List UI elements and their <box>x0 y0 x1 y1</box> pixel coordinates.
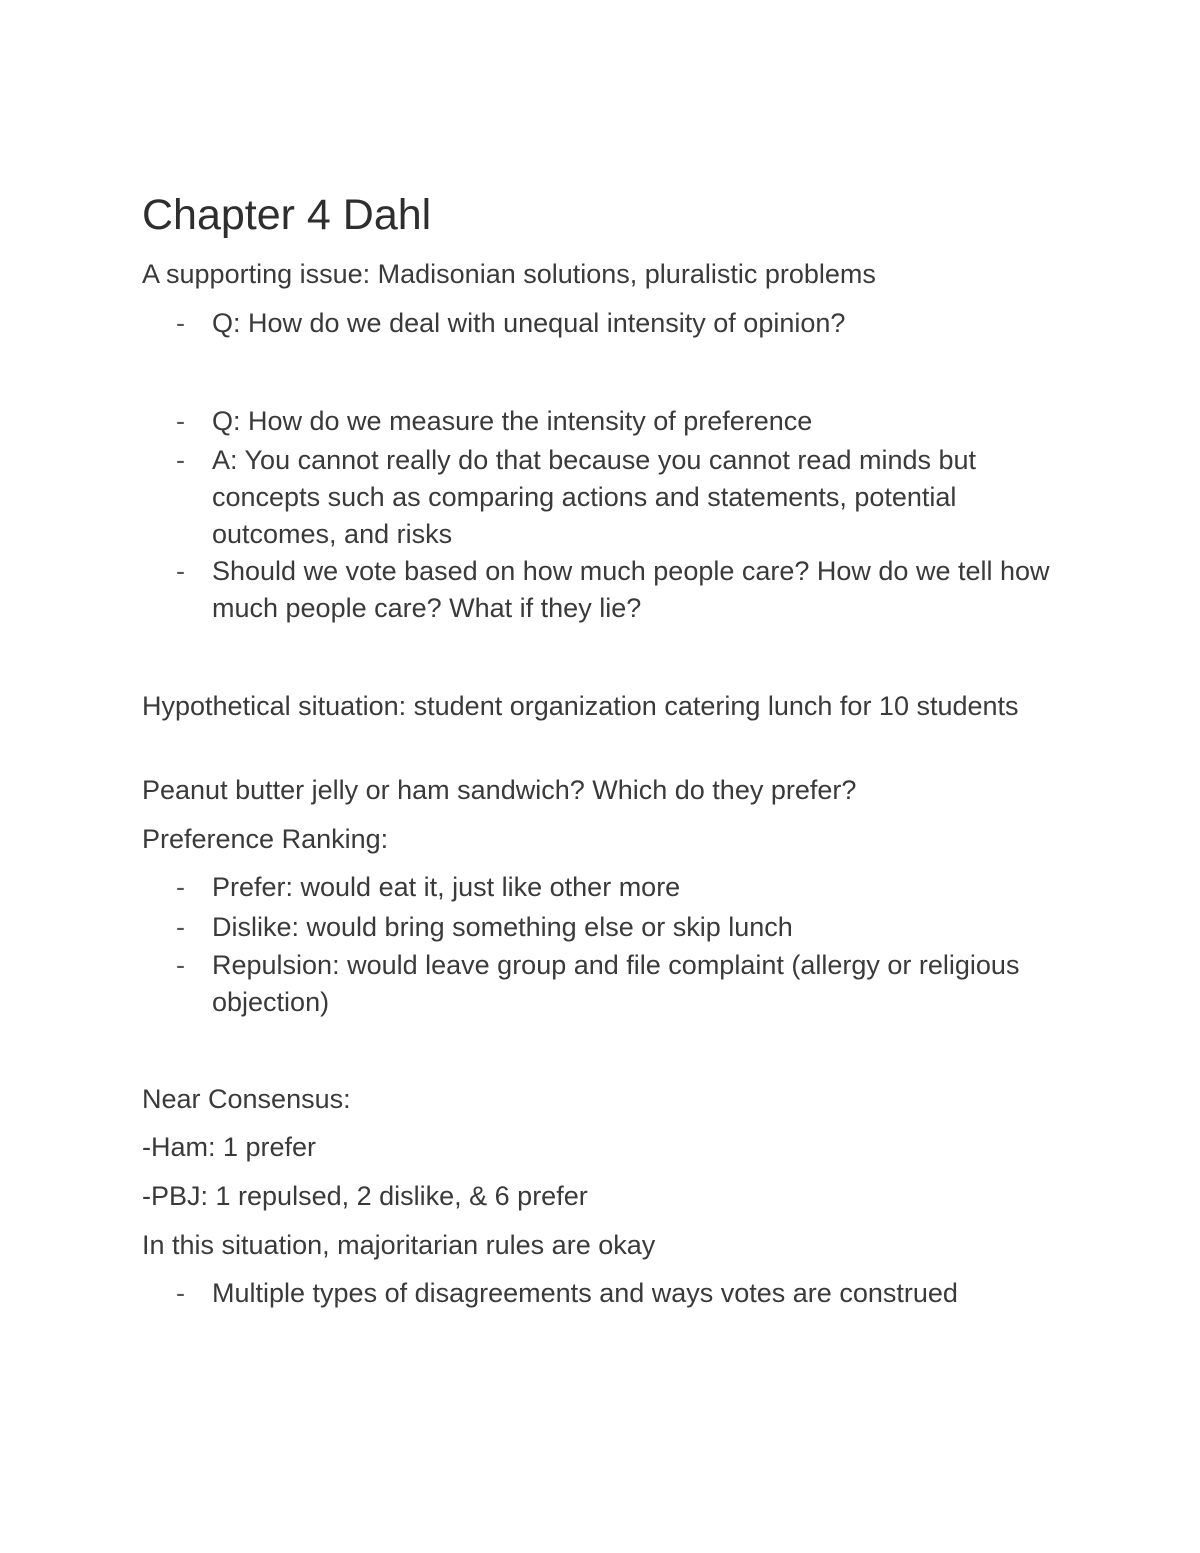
bullet-item-q2 <box>142 403 1062 440</box>
consensus-pbj-line: -PBJ: 1 repulsed, 2 dislike, & 6 prefer <box>142 1181 588 1211</box>
consensus-ham-line: -Ham: 1 prefer <box>142 1132 317 1162</box>
bullet-text: Q: How do we measure the intensity of preference <box>212 406 813 436</box>
bullet-dash: - <box>176 445 185 475</box>
bullet-item-q3 <box>142 553 1062 627</box>
bullet-text: Should we vote based on how much people care? How do we tell how much people care? What if they lie? <box>212 556 1050 623</box>
bullet-text: Multiple types of disagreements and ways votes are construed <box>212 1278 958 1308</box>
bullet-dash: - <box>176 950 185 980</box>
ranking-item-repulsion <box>142 947 1062 1021</box>
bullet-dash: - <box>176 912 185 942</box>
bullet-dash: - <box>176 556 185 586</box>
consensus-heading: Near Consensus: <box>142 1084 351 1114</box>
bullet-item-q1 <box>142 305 1062 342</box>
document-title: Chapter 4 Dahl <box>142 191 432 239</box>
majoritarian-line: In this situation, majoritarian rules are okay <box>142 1230 656 1260</box>
bullet-text: Q: How do we deal with unequal intensity of opinion? <box>212 308 846 338</box>
bullet-item-a1 <box>142 442 1062 553</box>
sandwich-question-line: Peanut butter jelly or ham sandwich? Which do they prefer? <box>142 775 857 805</box>
hypothetical-line: Hypothetical situation: student organization catering lunch for 10 students <box>142 691 1019 721</box>
bullet-text: Repulsion: would leave group and file complaint (allergy or religious objection) <box>212 950 1020 1017</box>
ranking-item-prefer <box>142 869 1062 906</box>
ranking-heading: Preference Ranking: <box>142 824 389 854</box>
bullet-dash: - <box>176 406 185 436</box>
intro-line: A supporting issue: Madisonian solutions, pluralistic problems <box>142 259 876 289</box>
bullet-text: Dislike: would bring something else or skip lunch <box>212 912 793 942</box>
ranking-item-dislike <box>142 909 1062 946</box>
bullet-text: Prefer: would eat it, just like other more <box>212 872 681 902</box>
bullet-item-final <box>142 1275 1062 1312</box>
bullet-text: A: You cannot really do that because you cannot read minds but concepts such as comparing actions and statements, potential outcomes, and risks <box>212 445 977 549</box>
bullet-dash: - <box>176 308 185 338</box>
bullet-dash: - <box>176 872 185 902</box>
bullet-dash: - <box>176 1278 185 1308</box>
